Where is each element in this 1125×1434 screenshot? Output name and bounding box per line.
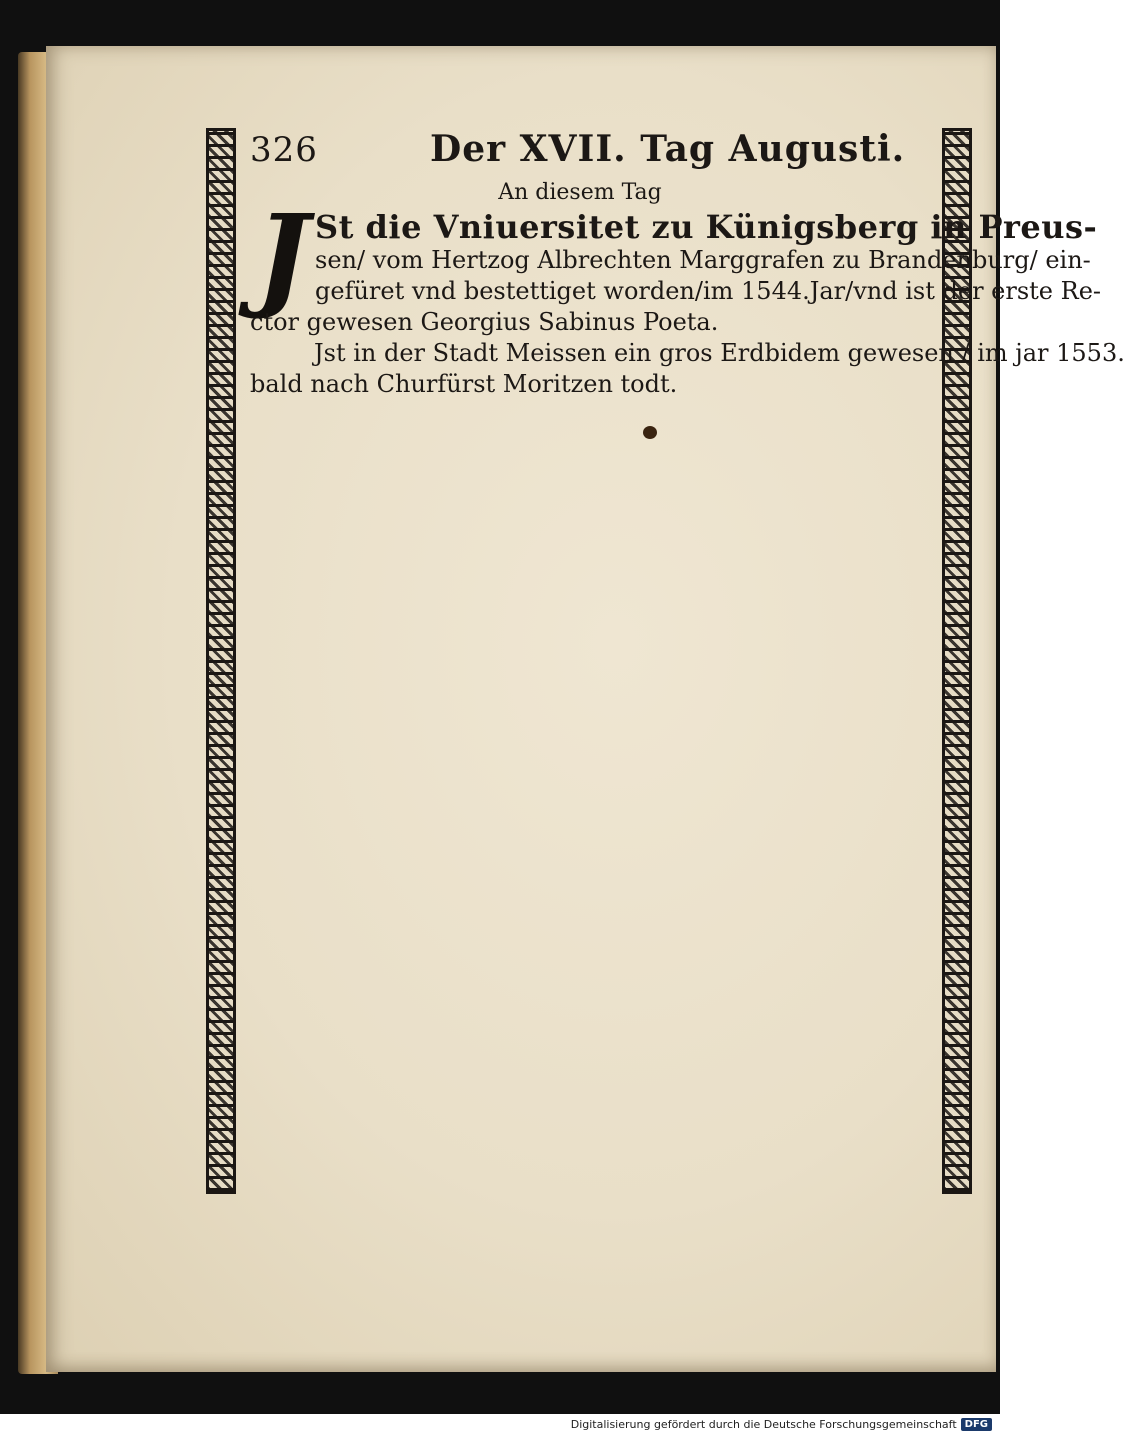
drop-cap: J bbox=[256, 191, 309, 322]
entry-line: St die Vniuersitet zu Künigsberg in Preus- bbox=[315, 208, 1098, 246]
text-block bbox=[250, 128, 1125, 400]
running-title: Der XVII. Tag Augusti. bbox=[430, 128, 906, 170]
entry-line: Jst in der Stadt Meissen ein gros Erdbidem gewesen / im jar 1553. bbox=[314, 339, 1125, 367]
digitization-footer bbox=[0, 1414, 1000, 1434]
page-header bbox=[250, 128, 940, 178]
entry-line: ctor gewesen Georgius Sabinus Poeta. bbox=[250, 308, 719, 336]
subheading: An diesem Tag bbox=[498, 180, 662, 205]
entry-line: sen/ vom Hertzog Albrechten Marggrafen zu Brandenburg/ ein- bbox=[315, 246, 1091, 274]
ink-stain bbox=[643, 426, 657, 439]
dfg-logo: DFG bbox=[961, 1418, 992, 1431]
funding-credit: Digitalisierung gefördert durch die Deutsche Forschungsgemeinschaft bbox=[570, 1417, 957, 1431]
entry-earthquake bbox=[250, 338, 1125, 400]
entry-line: gefüret vnd bestettiget worden/im 1544.Jar/vnd ist der erste Re- bbox=[315, 277, 1102, 305]
entry-line: bald nach Churfürst Moritzen todt. bbox=[250, 370, 678, 398]
ornamental-border-left bbox=[206, 128, 236, 1194]
page-number: 326 bbox=[250, 130, 318, 170]
